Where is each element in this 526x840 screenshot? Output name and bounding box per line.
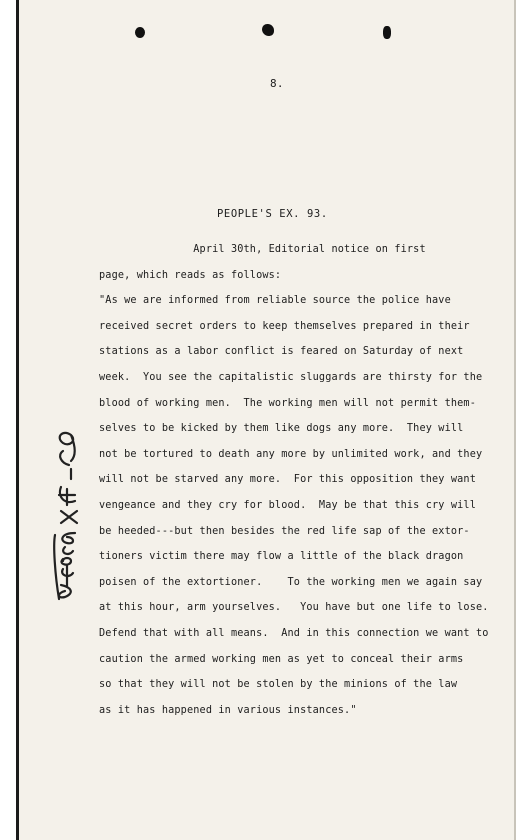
body-line: Defend that with all means. And in this connection we want to bbox=[99, 627, 489, 639]
body-line: at this hour, arm yourselves. You have but one life to lose. bbox=[99, 602, 489, 614]
body-line: tioners victim there may flow a little of the black dragon bbox=[99, 551, 464, 563]
punch-hole bbox=[262, 24, 274, 36]
punch-hole bbox=[135, 27, 145, 38]
typed-body bbox=[99, 242, 516, 728]
body-line: will not be starved any more. For this opposition they want bbox=[99, 474, 477, 486]
body-line: not be tortured to death any more by unlimited work, and they bbox=[99, 448, 483, 460]
body-line: stations as a labor conflict is feared on Saturday of next bbox=[99, 346, 464, 358]
body-line: "As we are informed from reliable source the police have bbox=[99, 295, 451, 307]
body-line: received secret orders to keep themselves prepared in their bbox=[99, 320, 470, 332]
body-line: page, which reads as follows: bbox=[99, 269, 282, 281]
body-line: poisen of the extortioner. To the working men we again say bbox=[99, 576, 483, 588]
body-line: be heeded---but then besides the red life sap of the extor- bbox=[99, 525, 470, 537]
handwritten-annotation bbox=[41, 415, 101, 605]
exhibit-title: PEOPLE'S EX. 93. bbox=[217, 208, 328, 220]
body-line: April 30th, Editorial notice on first bbox=[99, 244, 426, 255]
body-line: vengeance and they cry for blood. May be that this cry will bbox=[99, 499, 477, 511]
body-line: blood of working men. The working men will not permit them- bbox=[99, 397, 477, 409]
body-line: so that they will not be stolen by the minions of the law bbox=[99, 679, 458, 691]
paper-sheet bbox=[16, 0, 516, 840]
body-line: as it has happened in various instances." bbox=[99, 704, 357, 716]
body-line: week. You see the capitalistic sluggards are thirsty for the bbox=[99, 371, 483, 383]
body-line: caution the armed working men as yet to conceal their arms bbox=[99, 653, 464, 665]
body-line: selves to be kicked by them like dogs any more. They will bbox=[99, 423, 464, 435]
punch-hole bbox=[383, 26, 391, 39]
page-number: 8. bbox=[270, 77, 284, 90]
